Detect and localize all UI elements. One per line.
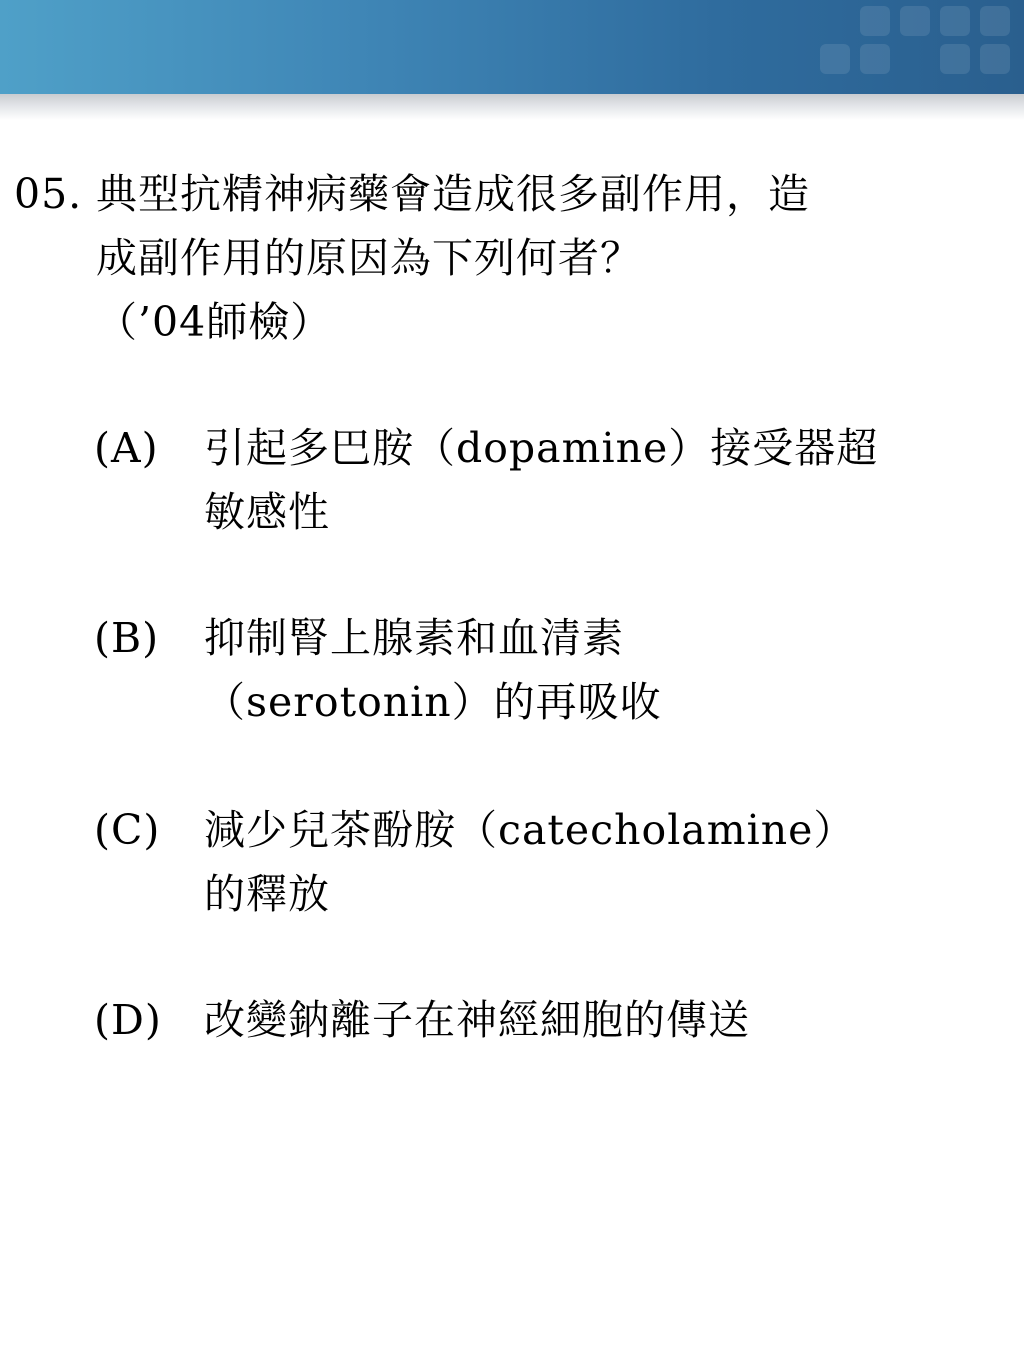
question-number: 05. <box>14 170 83 218</box>
option-b-label: (B) <box>94 614 160 662</box>
decorative-tile <box>940 6 970 36</box>
question-text-line-1: 典型抗精神病藥會造成很多副作用，造 <box>96 170 810 218</box>
option-c-text-line-2: 的釋放 <box>204 870 330 918</box>
option-a-text-line-1: 引起多巴胺（dopamine）接受器超 <box>204 424 879 472</box>
option-b-text-line-2: （serotonin）的再吸收 <box>204 678 662 726</box>
option-a-label: (A) <box>94 424 159 472</box>
decorative-tile <box>940 44 970 74</box>
option-b-text-line-1: 抑制腎上腺素和血清素 <box>204 614 624 662</box>
option-a-text-line-2: 敏感性 <box>204 488 330 536</box>
decorative-tile <box>860 6 890 36</box>
option-c-text-line-1: 減少兒茶酚胺（catecholamine） <box>204 806 856 854</box>
decorative-tile <box>980 6 1010 36</box>
header-shadow <box>0 94 1024 120</box>
option-c-label: (C) <box>94 806 161 854</box>
decorative-tile <box>860 44 890 74</box>
question-source: （’04師檢） <box>96 298 333 346</box>
decorative-tile <box>820 44 850 74</box>
question-text-line-2: 成副作用的原因為下列何者？ <box>96 234 642 282</box>
option-d-label: (D) <box>94 996 162 1044</box>
decorative-tile <box>980 44 1010 74</box>
option-d-text-line-1: 改變鈉離子在神經細胞的傳送 <box>204 996 750 1044</box>
decorative-tile <box>900 6 930 36</box>
slide-header-banner <box>0 0 1024 94</box>
